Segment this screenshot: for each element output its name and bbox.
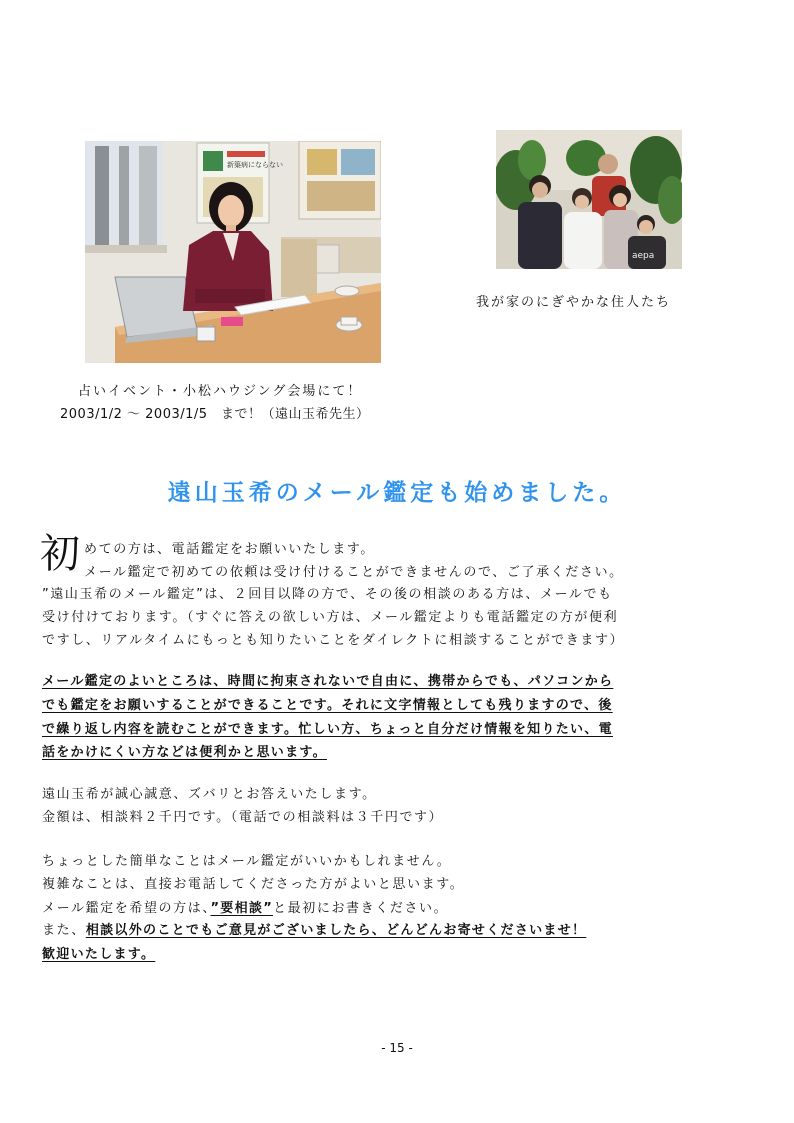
dropcap: 初 bbox=[40, 531, 80, 577]
info-text: と最初にお書きください。 bbox=[273, 901, 449, 916]
info-line: 複雑なことは、直接お電話してくださった方がよいと思います。 bbox=[42, 877, 465, 892]
family-photo-caption: 我が家のにぎやかな住人たち bbox=[476, 295, 672, 310]
info-text: また、 bbox=[42, 923, 86, 938]
fee-line: 金額は、相談料２千円です。（電話での相談料は３千円です） bbox=[42, 810, 444, 825]
info-line: ちょっとした簡単なことはメール鑑定がいいかもしれません。 bbox=[42, 854, 452, 869]
page-number: - 15 - bbox=[381, 1041, 413, 1055]
intro-line: メール鑑定で初めての依頼は受け付けることができませんので、ご了承ください。 bbox=[84, 565, 624, 580]
intro-line: めての方は、電話鑑定をお願いいたします。 bbox=[84, 542, 375, 557]
info-line bbox=[42, 897, 448, 916]
photo-family bbox=[496, 130, 682, 269]
merit-line: でも鑑定をお願いすることができることです。それに文字情報としても残りますので、後 bbox=[42, 698, 613, 713]
merit-line: 話をかけにくい方などは便利かと思います。 bbox=[42, 745, 327, 760]
poster-text: 新築病にならない bbox=[227, 161, 283, 169]
headline: 遠山玉希のメール鑑定も始めました。 bbox=[167, 480, 627, 506]
intro-line: ”遠山玉希のメール鑑定”は、２回目以降の方で、その後の相談のある方は、メールでも bbox=[42, 587, 613, 602]
feedback-invite: 相談以外のことでもご意見がございましたら、どんどんお寄せくださいませ！ bbox=[85, 923, 587, 938]
event-photo-date: 2003/1/2 ～ 2003/1/5 まで！（遠山玉希先生） bbox=[60, 407, 370, 422]
info-text: メール鑑定を希望の方は、 bbox=[42, 901, 211, 916]
request-keyword: ”要相談” bbox=[210, 901, 274, 916]
photo-event-booth bbox=[85, 141, 381, 363]
intro-line: ですし、リアルタイムにもっとも知りたいことをダイレクトに相談することができます） bbox=[42, 633, 625, 648]
shirt-text: aepa bbox=[632, 251, 655, 261]
intro-line: 受け付けております。（すぐに答えの欲しい方は、メール鑑定よりも電話鑑定の方が便利 bbox=[42, 610, 619, 625]
event-photo-caption: 占いイベント・小松ハウジング会場にて！ bbox=[78, 384, 363, 399]
fee-line: 遠山玉希が誠心誠意、ズバリとお答えいたします。 bbox=[42, 787, 377, 802]
merit-line: で繰り返し内容を読むことができます。忙しい方、ちょっと自分だけ情報を知りたい、電 bbox=[42, 722, 613, 737]
merit-line: メール鑑定のよいところは、時間に拘束されないで自由に、携帯からでも、パソコンから bbox=[42, 674, 614, 689]
info-line bbox=[42, 919, 586, 938]
welcome-line: 歓迎いたします。 bbox=[42, 947, 156, 962]
